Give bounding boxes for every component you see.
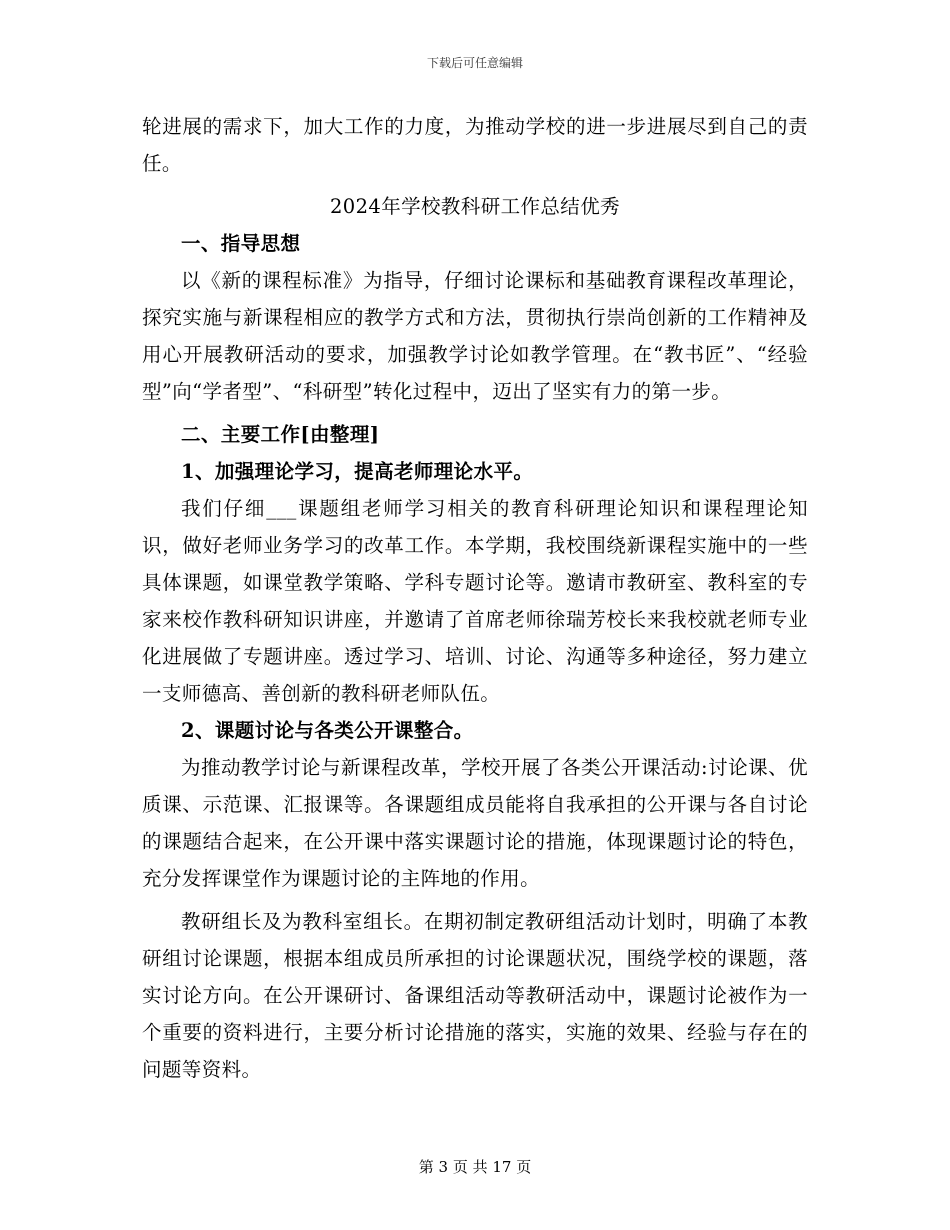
lead-paragraph: 轮进展的需求下，加大工作的力度，为推动学校的进一步进展尽到自己的责任。 — [142, 115, 808, 175]
sub2-heading: 2、课题讨论与各类公开课整合。 — [181, 719, 474, 742]
sub2-text-1: 为推动教学讨论与新课程改革，学校开展了各类公开课活动:讨论课、优质课、示范课、汇报课等。各课题组成员能将自我承担的公开课与各自讨论的课题结合起来，在公开课中落实课题讨论的措施，体现课题讨论的特色，充分发挥课堂作为课题讨论的主阵地的作用。 — [142, 756, 808, 890]
sub1-text: 我们仔细___课题组老师学习相关的教育科研理论知识和课程理论知识，做好老师业务学习的改革工作。本学期，我校围绕新课程实施中的一些具体课题，如课堂教学策略、学科专题讨论等。邀请市教研室、教科室的专家来校作教科研知识讲座，并邀请了首席老师徐瑞芳校长来我校就老师专业化进展做了专题讲座。透过学习、培训、讨论、沟通等多种途径，努力建立一支师德高、善创新的教科研老师队伍。 — [142, 497, 808, 705]
document-body — [142, 108, 808, 1088]
section1-text: 以《新的课程标准》为指导，仔细讨论课标和基础教育课程改革理论，探究实施与新课程相应的教学方式和方法，贯彻执行崇尚创新的工作精神及用心开展教研活动的要求，加强教学讨论如教学管理。在“教书匠”、“经验型”向“学者型”、“科研型”转化过程中，迈出了坚实有力的第一步。 — [142, 269, 808, 403]
document-title: 2024年学校教科研工作总结优秀 — [329, 195, 621, 218]
section2-heading: 二、主要工作[由整理] — [181, 423, 380, 446]
sub1-heading: 1、加强理论学习，提高老师理论水平。 — [181, 460, 534, 483]
header-note: 下载后可任意编辑 — [426, 56, 523, 70]
sub2-text-2: 教研组长及为教科室组长。在期初制定教研组活动计划时，明确了本教研组讨论课题，根据本组成员所承担的讨论课题状况，围绕学校的课题，落实讨论方向。在公开课研讨、备课组活动等教研活动中，课题讨论被作为一个重要的资料进行，主要分析讨论措施的落实，实施的效果、经验与存在的问题等资料。 — [142, 910, 808, 1081]
section1-heading: 一、指导思想 — [181, 232, 301, 255]
page-number: 第 3 页 共 17 页 — [418, 1158, 532, 1176]
